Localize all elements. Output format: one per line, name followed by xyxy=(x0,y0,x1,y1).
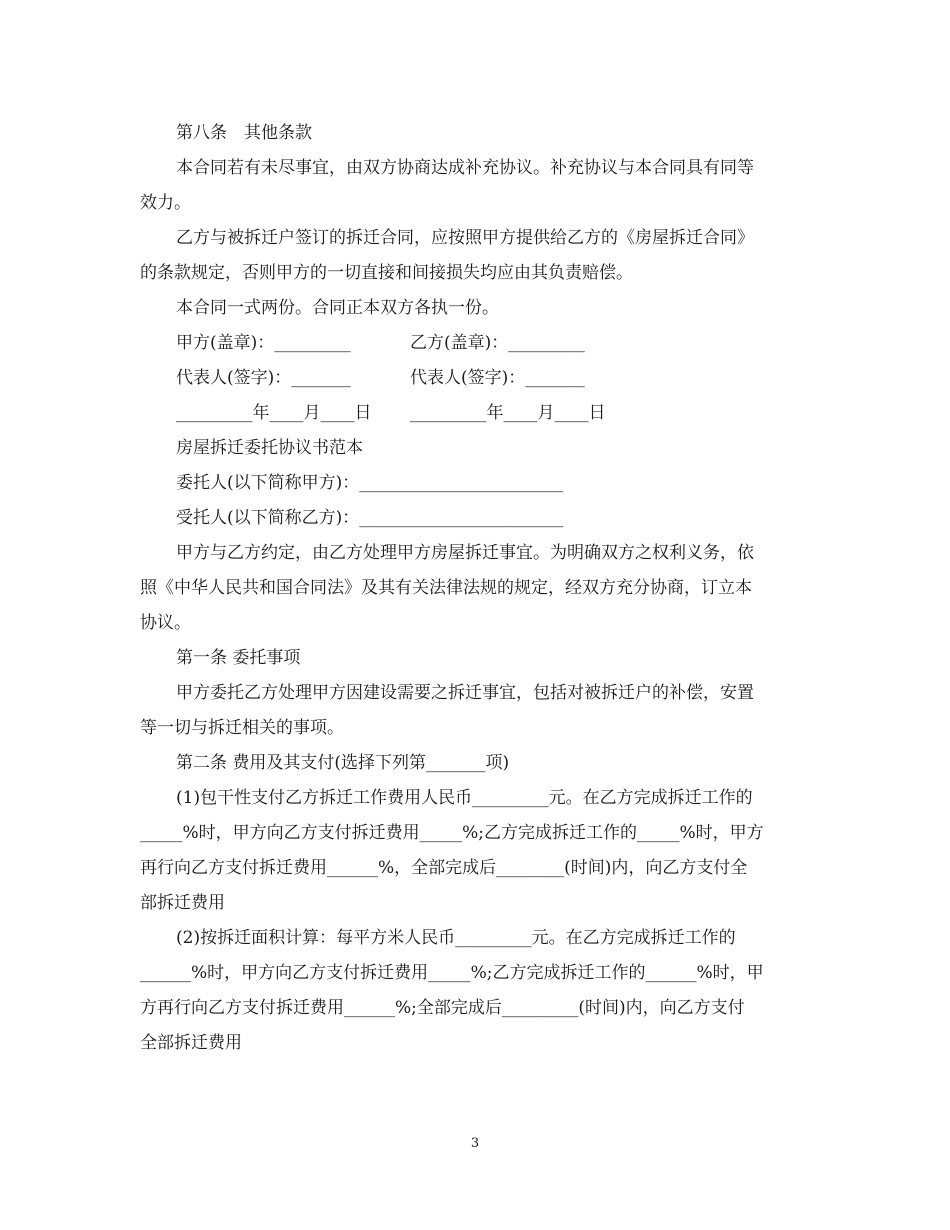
option-1-line: 部拆迁费用 xyxy=(140,893,225,913)
signature-seal-row xyxy=(140,326,812,361)
paragraph-line: 协议。 xyxy=(140,613,191,633)
agent-field: 受托人(以下简称乙方)：________________________ xyxy=(176,508,564,528)
signature-date-row xyxy=(140,396,812,431)
template-title: 房屋拆迁委托协议书范本 xyxy=(176,438,363,458)
document-body xyxy=(140,116,812,1061)
option-2-line: (2)按拆迁面积计算：每平方米人民币_________元。在乙方完成拆迁工作的 xyxy=(176,928,736,948)
party-b-representative-field: 代表人(签字)：_______ xyxy=(410,368,585,388)
option-1-line: (1)包干性支付乙方拆迁工作费用人民币_________元。在乙方完成拆迁工作的 xyxy=(176,788,753,808)
page-number: 3 xyxy=(470,1136,480,1151)
paragraph-line: 甲方委托乙方处理甲方因建设需要之拆迁事宜，包括对被拆迁户的补偿，安置 xyxy=(176,683,754,703)
paragraph-line: 乙方与被拆迁户签订的拆迁合同，应按照甲方提供给乙方的《房屋拆迁合同》 xyxy=(176,228,754,248)
party-a-date-field: _________年____月____日 xyxy=(176,403,372,423)
paragraph-line: 照《中华人民共和国合同法》及其有关法律法规的规定，经双方充分协商，订立本 xyxy=(140,578,752,598)
article-2-title: 第二条 费用及其支付(选择下列第_______项) xyxy=(176,753,510,773)
signature-rep-row xyxy=(140,361,812,396)
party-a-seal-field: 甲方(盖章)：_________ xyxy=(176,333,351,353)
option-2-line: ______%时，甲方向乙方支付拆迁费用_____%;乙方完成拆迁工作的______%时，甲 xyxy=(140,963,764,983)
option-2-line: 全部拆迁费用 xyxy=(140,1033,242,1053)
paragraph-line: 效力。 xyxy=(140,193,191,213)
party-b-date-field: _________年____月____日 xyxy=(410,403,606,423)
option-1-line: _____%时，甲方向乙方支付拆迁费用_____%;乙方完成拆迁工作的_____%时，甲方 xyxy=(140,823,764,843)
party-b-seal-field: 乙方(盖章)：_________ xyxy=(410,333,585,353)
option-1-line: 再行向乙方支付拆迁费用______%，全部完成后________(时间)内，向乙方支付全 xyxy=(140,858,748,878)
paragraph-line: 的条款规定，否则甲方的一切直接和间接损失均应由其负责赔偿。 xyxy=(140,263,633,283)
paragraph-line: 本合同若有未尽事宜，由双方协商达成补充协议。补充协议与本合同具有同等 xyxy=(176,158,754,178)
article-1-title: 第一条 委托事项 xyxy=(176,648,301,668)
paragraph-line: 甲方与乙方约定，由乙方处理甲方房屋拆迁事宜。为明确双方之权利义务，依 xyxy=(176,543,754,563)
client-field: 委托人(以下简称甲方)：________________________ xyxy=(176,473,564,493)
paragraph-line: 等一切与拆迁相关的事项。 xyxy=(140,718,344,738)
party-a-representative-field: 代表人(签字)：_______ xyxy=(176,368,351,388)
article-8-title: 第八条 其他条款 xyxy=(176,123,312,143)
paragraph-line: 本合同一式两份。合同正本双方各执一份。 xyxy=(176,298,499,318)
option-2-line: 方再行向乙方支付拆迁费用______%;全部完成后_________(时间)内，向乙方支付 xyxy=(140,998,745,1018)
